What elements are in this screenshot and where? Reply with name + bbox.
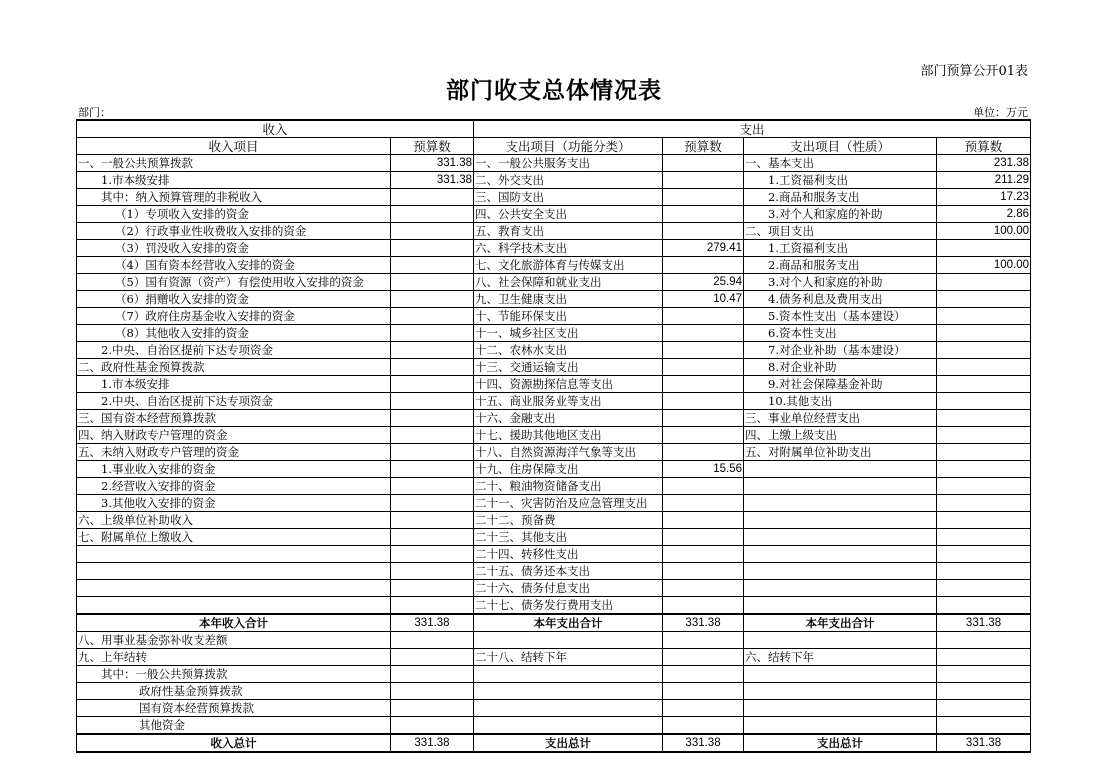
income-value-cell [391, 478, 474, 495]
table-row [77, 257, 1031, 274]
income-item-cell: 一、一般公共预算拨款 [77, 155, 391, 172]
func-item-cell: 五、教育支出 [474, 223, 663, 240]
table-row [77, 666, 1031, 683]
income-value-cell: 331.38 [391, 155, 474, 172]
func-value-cell: 279.41 [663, 240, 744, 257]
nature-value-cell [937, 376, 1031, 393]
func-item-cell: 十四、资源勘探信息等支出 [474, 376, 663, 393]
nature-item-cell: 六、结转下年 [744, 649, 937, 666]
nature-item-cell: 8.对企业补助 [744, 359, 937, 376]
nature-total-label: 支出总计 [744, 734, 937, 752]
nature-item-cell: 1.工资福利支出 [744, 172, 937, 189]
func-value-cell [663, 683, 744, 700]
income-item-cell: 六、上级单位补助收入 [77, 512, 391, 529]
income-total-value: 331.38 [391, 734, 474, 752]
func-item-cell: 二十五、债务还本支出 [474, 563, 663, 580]
income-value-cell [391, 240, 474, 257]
nature-item-cell [744, 563, 937, 580]
nature-value-cell [937, 359, 1031, 376]
year-totals-row [77, 614, 1031, 632]
nature-item-cell: 7.对企业补助（基本建设） [744, 342, 937, 359]
table-row [77, 478, 1031, 495]
nature-item-cell: 二、项目支出 [744, 223, 937, 240]
func-item-cell: 二十、粮油物资储备支出 [474, 478, 663, 495]
nature-item-cell [744, 512, 937, 529]
func-value-cell [663, 325, 744, 342]
income-item-cell: 1.事业收入安排的资金 [77, 461, 391, 478]
unit-label: 单位：万元 [973, 106, 1028, 119]
income-item-cell: （3）罚没收入安排的资金 [77, 240, 391, 257]
func-value-cell [663, 223, 744, 240]
income-item-cell: 2.中央、自治区提前下达专项资金 [77, 393, 391, 410]
income-item-cell: 七、附属单位上缴收入 [77, 529, 391, 546]
func-value-cell [663, 666, 744, 683]
func-item-cell: 十九、住房保障支出 [474, 461, 663, 478]
income-item-cell: 九、上年结转 [77, 649, 391, 666]
income-item-cell: （6）捐赠收入安排的资金 [77, 291, 391, 308]
func-value-cell [663, 563, 744, 580]
nature-value-cell [937, 342, 1031, 359]
func-item-cell: 十一、城乡社区支出 [474, 325, 663, 342]
income-item-cell: （1）专项收入安排的资金 [77, 206, 391, 223]
table-row [77, 444, 1031, 461]
income-value-cell [391, 410, 474, 427]
income-value-cell [391, 376, 474, 393]
nature-item-cell [744, 683, 937, 700]
table-row [77, 240, 1031, 257]
table-row [77, 546, 1031, 563]
income-item-cell: （2）行政事业性收费收入安排的资金 [77, 223, 391, 240]
income-total-value: 331.38 [391, 614, 474, 632]
nature-item-cell: 10.其他支出 [744, 393, 937, 410]
income-value-cell [391, 359, 474, 376]
func-item-cell: 二十二、预备费 [474, 512, 663, 529]
income-item-cell: 五、未纳入财政专户管理的资金 [77, 444, 391, 461]
func-item-cell: 十七、援助其他地区支出 [474, 427, 663, 444]
nature-value-cell [937, 580, 1031, 597]
nature-item-cell [744, 632, 937, 649]
func-item-header: 支出项目（功能分类） [474, 138, 663, 155]
func-total-label: 本年支出合计 [474, 614, 663, 632]
income-header: 收入 [77, 120, 474, 138]
form-number: 部门预算公开01表 [920, 64, 1028, 79]
func-item-cell: 二、外交支出 [474, 172, 663, 189]
func-value-cell [663, 410, 744, 427]
func-item-cell: 一、一般公共服务支出 [474, 155, 663, 172]
nature-value-cell [937, 291, 1031, 308]
income-item-cell: （5）国有资源（资产）有偿使用收入安排的资金 [77, 274, 391, 291]
func-value-cell [663, 495, 744, 512]
nature-item-cell [744, 580, 937, 597]
func-budget-header: 预算数 [663, 138, 744, 155]
income-value-cell [391, 393, 474, 410]
income-item-cell [77, 546, 391, 563]
nature-item-cell [744, 666, 937, 683]
nature-item-cell [744, 546, 937, 563]
income-value-cell [391, 291, 474, 308]
func-item-cell: 三、国防支出 [474, 189, 663, 206]
table-row [77, 342, 1031, 359]
func-total-value: 331.38 [663, 734, 744, 752]
table-row [77, 308, 1031, 325]
table-row [77, 172, 1031, 189]
nature-value-cell [937, 666, 1031, 683]
func-value-cell [663, 359, 744, 376]
func-item-cell [474, 717, 663, 735]
nature-value-cell: 2.86 [937, 206, 1031, 223]
nature-total-value: 331.38 [937, 734, 1031, 752]
income-item-cell [77, 563, 391, 580]
income-value-cell [391, 512, 474, 529]
income-item-cell: 1.市本级安排 [77, 376, 391, 393]
table-row [77, 717, 1031, 735]
budget-table [76, 119, 1031, 753]
nature-value-cell: 17.23 [937, 189, 1031, 206]
func-value-cell [663, 444, 744, 461]
nature-item-cell: 5.资本性支出（基本建设） [744, 308, 937, 325]
table-row [77, 274, 1031, 291]
nature-value-cell [937, 649, 1031, 666]
func-item-cell: 十二、农林水支出 [474, 342, 663, 359]
income-value-cell [391, 257, 474, 274]
func-value-cell [663, 478, 744, 495]
table-row [77, 410, 1031, 427]
func-value-cell: 25.94 [663, 274, 744, 291]
func-value-cell: 15.56 [663, 461, 744, 478]
func-item-cell [474, 632, 663, 649]
table-row [77, 632, 1031, 649]
func-total-label: 支出总计 [474, 734, 663, 752]
func-value-cell [663, 308, 744, 325]
nature-value-cell [937, 410, 1031, 427]
income-value-cell [391, 666, 474, 683]
func-item-cell: 二十八、结转下年 [474, 649, 663, 666]
income-item-cell: 1.市本级安排 [77, 172, 391, 189]
func-value-cell [663, 546, 744, 563]
income-item-cell: 八、用事业基金弥补收支差额 [77, 632, 391, 649]
income-value-cell [391, 700, 474, 717]
func-item-cell: 八、社会保障和就业支出 [474, 274, 663, 291]
func-total-value: 331.38 [663, 614, 744, 632]
income-item-cell: 其中：纳入预算管理的非税收入 [77, 189, 391, 206]
nature-value-cell [937, 717, 1031, 735]
income-item-cell: 二、政府性基金预算拨款 [77, 359, 391, 376]
nature-value-cell: 211.29 [937, 172, 1031, 189]
table-row [77, 223, 1031, 240]
func-value-cell [663, 257, 744, 274]
nature-item-cell: 2.商品和服务支出 [744, 257, 937, 274]
income-value-cell [391, 546, 474, 563]
nature-item-cell: 4.债务利息及费用支出 [744, 291, 937, 308]
func-value-cell [663, 155, 744, 172]
nature-value-cell [937, 444, 1031, 461]
func-item-cell: 九、卫生健康支出 [474, 291, 663, 308]
table-row [77, 597, 1031, 615]
func-value-cell [663, 342, 744, 359]
income-value-cell [391, 189, 474, 206]
nature-value-cell [937, 325, 1031, 342]
income-value-cell: 331.38 [391, 172, 474, 189]
func-value-cell [663, 580, 744, 597]
income-item-cell: 国有资本经营预算拨款 [77, 700, 391, 717]
nature-value-cell [937, 461, 1031, 478]
expense-header: 支出 [474, 120, 1031, 138]
func-value-cell [663, 206, 744, 223]
nature-item-cell [744, 529, 937, 546]
nature-item-cell [744, 495, 937, 512]
nature-total-label: 本年支出合计 [744, 614, 937, 632]
table-row [77, 155, 1031, 172]
income-item-cell: （4）国有资本经营收入安排的资金 [77, 257, 391, 274]
income-value-cell [391, 649, 474, 666]
nature-item-cell: 五、对附属单位补助支出 [744, 444, 937, 461]
nature-total-value: 331.38 [937, 614, 1031, 632]
nature-value-cell: 100.00 [937, 257, 1031, 274]
nature-value-cell [937, 512, 1031, 529]
func-item-cell: 四、公共安全支出 [474, 206, 663, 223]
table-row [77, 393, 1031, 410]
nature-item-cell: 9.对社会保障基金补助 [744, 376, 937, 393]
nature-value-cell: 100.00 [937, 223, 1031, 240]
func-item-cell: 二十六、债务付息支出 [474, 580, 663, 597]
func-value-cell [663, 597, 744, 615]
department-label: 部门： [78, 106, 111, 119]
func-value-cell [663, 649, 744, 666]
income-value-cell [391, 683, 474, 700]
nature-item-cell: 1.工资福利支出 [744, 240, 937, 257]
page-title: 部门收支总体情况表 [446, 77, 662, 104]
table-row [77, 291, 1031, 308]
income-total-label: 收入总计 [77, 734, 391, 752]
func-value-cell [663, 393, 744, 410]
income-value-cell [391, 495, 474, 512]
func-item-cell [474, 666, 663, 683]
header-row-group [77, 120, 1031, 138]
nature-item-cell: 三、事业单位经营支出 [744, 410, 937, 427]
nature-item-cell: 3.对个人和家庭的补助 [744, 206, 937, 223]
nature-item-cell [744, 461, 937, 478]
nature-value-cell [937, 495, 1031, 512]
func-item-cell [474, 700, 663, 717]
nature-item-cell [744, 717, 937, 735]
table-row [77, 495, 1031, 512]
income-value-cell [391, 308, 474, 325]
func-item-cell: 十三、交通运输支出 [474, 359, 663, 376]
income-value-cell [391, 444, 474, 461]
nature-value-cell [937, 597, 1031, 615]
income-value-cell [391, 325, 474, 342]
nature-value-cell [937, 478, 1031, 495]
func-value-cell: 10.47 [663, 291, 744, 308]
budget-table-body [77, 120, 1031, 752]
nature-item-cell: 6.资本性支出 [744, 325, 937, 342]
table-row [77, 649, 1031, 666]
header-row-columns [77, 138, 1031, 155]
func-value-cell [663, 512, 744, 529]
income-value-cell [391, 580, 474, 597]
income-item-cell: 3.其他收入安排的资金 [77, 495, 391, 512]
income-total-label: 本年收入合计 [77, 614, 391, 632]
nature-value-cell [937, 700, 1031, 717]
table-row [77, 427, 1031, 444]
func-item-cell: 十六、金融支出 [474, 410, 663, 427]
nature-budget-header: 预算数 [937, 138, 1031, 155]
func-item-cell: 二十四、转移性支出 [474, 546, 663, 563]
nature-value-cell [937, 308, 1031, 325]
func-value-cell [663, 189, 744, 206]
func-item-cell: 二十七、债务发行费用支出 [474, 597, 663, 615]
income-item-cell: 2.中央、自治区提前下达专项资金 [77, 342, 391, 359]
table-row [77, 529, 1031, 546]
func-item-cell: 七、文化旅游体育与传媒支出 [474, 257, 663, 274]
income-item-cell: 2.经营收入安排的资金 [77, 478, 391, 495]
nature-item-header: 支出项目（性质） [744, 138, 937, 155]
income-budget-header: 预算数 [391, 138, 474, 155]
income-value-cell [391, 461, 474, 478]
func-item-cell: 二十一、灾害防治及应急管理支出 [474, 495, 663, 512]
table-row [77, 206, 1031, 223]
income-item-cell: 其他资金 [77, 717, 391, 735]
func-item-cell: 十八、自然资源海洋气象等支出 [474, 444, 663, 461]
income-item-cell: 四、纳入财政专户管理的资金 [77, 427, 391, 444]
grand-totals-row [77, 734, 1031, 752]
nature-item-cell: 一、基本支出 [744, 155, 937, 172]
func-value-cell [663, 529, 744, 546]
income-item-header: 收入项目 [77, 138, 391, 155]
table-row [77, 700, 1031, 717]
income-item-cell [77, 580, 391, 597]
table-row [77, 376, 1031, 393]
nature-value-cell: 231.38 [937, 155, 1031, 172]
func-value-cell [663, 700, 744, 717]
func-value-cell [663, 172, 744, 189]
nature-item-cell: 四、上缴上级支出 [744, 427, 937, 444]
table-row [77, 580, 1031, 597]
nature-value-cell [937, 632, 1031, 649]
income-item-cell: （7）政府住房基金收入安排的资金 [77, 308, 391, 325]
table-row [77, 683, 1031, 700]
func-value-cell [663, 717, 744, 735]
income-value-cell [391, 206, 474, 223]
income-value-cell [391, 274, 474, 291]
func-item-cell: 十五、商业服务业等支出 [474, 393, 663, 410]
table-row [77, 512, 1031, 529]
func-value-cell [663, 632, 744, 649]
func-value-cell [663, 376, 744, 393]
nature-value-cell [937, 546, 1031, 563]
income-item-cell: 三、国有资本经营预算拨款 [77, 410, 391, 427]
income-value-cell [391, 563, 474, 580]
func-item-cell [474, 683, 663, 700]
income-value-cell [391, 717, 474, 735]
nature-item-cell: 2.商品和服务支出 [744, 189, 937, 206]
income-value-cell [391, 223, 474, 240]
nature-item-cell [744, 478, 937, 495]
nature-item-cell [744, 597, 937, 615]
income-value-cell [391, 529, 474, 546]
income-value-cell [391, 427, 474, 444]
income-value-cell [391, 597, 474, 615]
nature-item-cell [744, 700, 937, 717]
table-row [77, 461, 1031, 478]
income-value-cell [391, 342, 474, 359]
table-row [77, 359, 1031, 376]
nature-value-cell [937, 274, 1031, 291]
nature-value-cell [937, 683, 1031, 700]
func-item-cell: 二十三、其他支出 [474, 529, 663, 546]
income-item-cell: 政府性基金预算拨款 [77, 683, 391, 700]
income-item-cell: 其中：一般公共预算拨款 [77, 666, 391, 683]
func-value-cell [663, 427, 744, 444]
income-item-cell: （8）其他收入安排的资金 [77, 325, 391, 342]
table-row [77, 563, 1031, 580]
func-item-cell: 十、节能环保支出 [474, 308, 663, 325]
table-row [77, 189, 1031, 206]
income-item-cell [77, 597, 391, 615]
func-item-cell: 六、科学技术支出 [474, 240, 663, 257]
income-value-cell [391, 632, 474, 649]
nature-value-cell [937, 393, 1031, 410]
nature-value-cell [937, 529, 1031, 546]
nature-value-cell [937, 563, 1031, 580]
nature-value-cell [937, 427, 1031, 444]
nature-value-cell [937, 240, 1031, 257]
nature-item-cell: 3.对个人和家庭的补助 [744, 274, 937, 291]
table-row [77, 325, 1031, 342]
